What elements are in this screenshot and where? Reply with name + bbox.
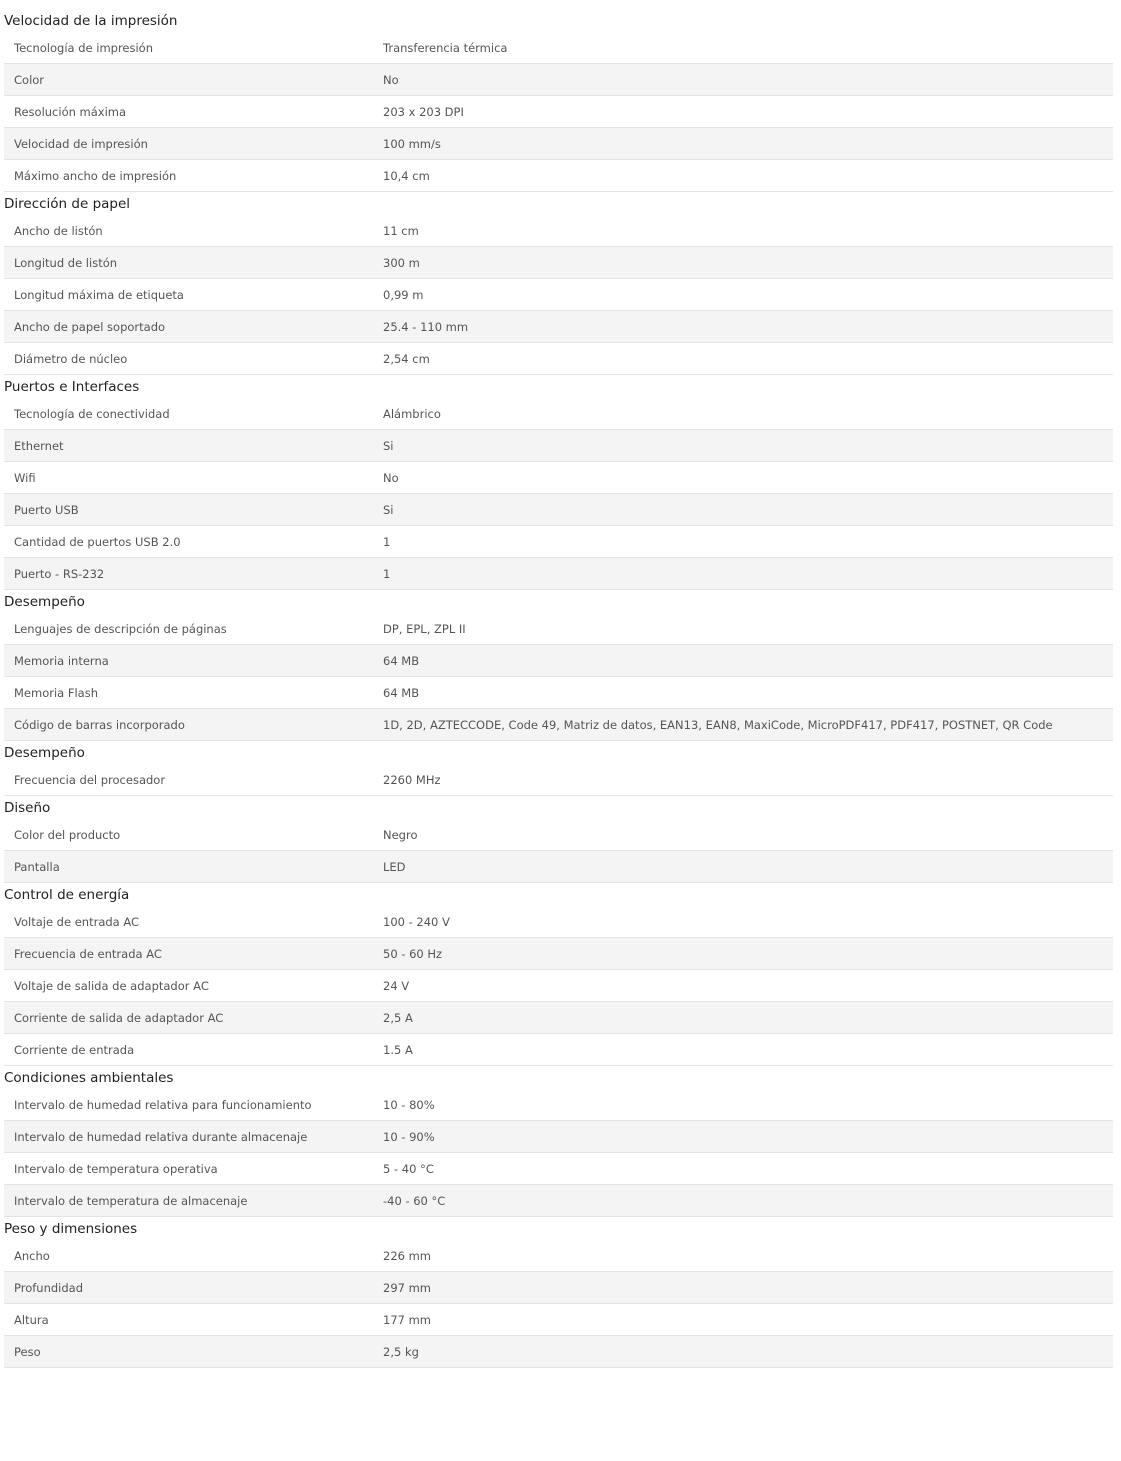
spec-label: Intervalo de temperatura de almacenaje xyxy=(4,1185,373,1217)
spec-label: Pantalla xyxy=(4,851,373,883)
spec-value: 2,5 A xyxy=(373,1002,1113,1034)
spec-value: 1D, 2D, AZTECCODE, Code 49, Matriz de datos, EAN13, EAN8, MaxiCode, MicroPDF417, PDF417, POSTNET, QR Code xyxy=(373,709,1113,741)
spec-label: Frecuencia de entrada AC xyxy=(4,938,373,970)
spec-label: Ancho de listón xyxy=(4,215,373,247)
spec-label: Lenguajes de descripción de páginas xyxy=(4,613,373,645)
spec-value: 64 MB xyxy=(373,677,1113,709)
spec-label: Puerto USB xyxy=(4,494,373,526)
spec-label: Peso xyxy=(4,1336,373,1368)
spec-section xyxy=(0,376,1121,590)
spec-value: 203 x 203 DPI xyxy=(373,96,1113,128)
spec-value: 226 mm xyxy=(373,1240,1113,1272)
spec-value: 100 mm/s xyxy=(373,128,1113,160)
spec-value: Alámbrico xyxy=(373,398,1113,430)
spec-table xyxy=(4,32,1113,192)
spec-value: DP, EPL, ZPL II xyxy=(373,613,1113,645)
spec-value: 50 - 60 Hz xyxy=(373,938,1113,970)
spec-label: Máximo ancho de impresión xyxy=(4,160,373,192)
spec-row xyxy=(4,128,1113,160)
spec-value: 5 - 40 °C xyxy=(373,1153,1113,1185)
spec-row xyxy=(4,558,1113,590)
spec-label: Memoria interna xyxy=(4,645,373,677)
spec-row xyxy=(4,215,1113,247)
spec-row xyxy=(4,160,1113,192)
spec-label: Voltaje de salida de adaptador AC xyxy=(4,970,373,1002)
spec-label: Velocidad de impresión xyxy=(4,128,373,160)
section-title: Control de energía xyxy=(4,887,130,903)
section-title: Peso y dimensiones xyxy=(4,1221,138,1237)
spec-row xyxy=(4,1272,1113,1304)
spec-row xyxy=(4,1121,1113,1153)
spec-value: 1 xyxy=(373,526,1113,558)
spec-label: Corriente de entrada xyxy=(4,1034,373,1066)
spec-label: Frecuencia del procesador xyxy=(4,764,373,796)
spec-row xyxy=(4,1240,1113,1272)
spec-value: Si xyxy=(373,430,1113,462)
section-title: Desempeño xyxy=(4,745,85,761)
spec-row xyxy=(4,709,1113,741)
spec-label: Memoria Flash xyxy=(4,677,373,709)
section-title: Desempeño xyxy=(4,594,85,610)
section-title: Condiciones ambientales xyxy=(4,1070,174,1086)
spec-label: Diámetro de núcleo xyxy=(4,343,373,375)
spec-label: Intervalo de temperatura operativa xyxy=(4,1153,373,1185)
spec-table xyxy=(4,1240,1113,1368)
spec-row xyxy=(4,1034,1113,1066)
spec-row xyxy=(4,851,1113,883)
spec-label: Puerto - RS-232 xyxy=(4,558,373,590)
spec-label: Intervalo de humedad relativa durante almacenaje xyxy=(4,1121,373,1153)
spec-table xyxy=(4,398,1113,590)
spec-label: Corriente de salida de adaptador AC xyxy=(4,1002,373,1034)
spec-value: No xyxy=(373,64,1113,96)
spec-label: Tecnología de impresión xyxy=(4,32,373,64)
spec-label: Ancho xyxy=(4,1240,373,1272)
spec-row xyxy=(4,970,1113,1002)
spec-row xyxy=(4,96,1113,128)
section-title: Velocidad de la impresión xyxy=(4,13,178,29)
spec-value: 2260 MHz xyxy=(373,764,1113,796)
spec-table xyxy=(4,1089,1113,1217)
spec-label: Ancho de papel soportado xyxy=(4,311,373,343)
spec-value: LED xyxy=(373,851,1113,883)
spec-row xyxy=(4,1304,1113,1336)
spec-row xyxy=(4,343,1113,375)
spec-value: Transferencia térmica xyxy=(373,32,1113,64)
spec-section xyxy=(0,1067,1121,1217)
spec-value: 10,4 cm xyxy=(373,160,1113,192)
spec-value: Negro xyxy=(373,819,1113,851)
spec-label: Color del producto xyxy=(4,819,373,851)
spec-row xyxy=(4,1185,1113,1217)
spec-section xyxy=(0,797,1121,883)
spec-label: Wifi xyxy=(4,462,373,494)
spec-value: 24 V xyxy=(373,970,1113,1002)
spec-label: Resolución máxima xyxy=(4,96,373,128)
spec-row xyxy=(4,64,1113,96)
spec-section xyxy=(0,884,1121,1066)
spec-row xyxy=(4,677,1113,709)
spec-label: Cantidad de puertos USB 2.0 xyxy=(4,526,373,558)
spec-row xyxy=(4,279,1113,311)
section-title: Diseño xyxy=(4,800,51,816)
spec-value: -40 - 60 °C xyxy=(373,1185,1113,1217)
spec-row xyxy=(4,764,1113,796)
spec-value: 11 cm xyxy=(373,215,1113,247)
spec-label: Profundidad xyxy=(4,1272,373,1304)
spec-row xyxy=(4,32,1113,64)
spec-row xyxy=(4,1336,1113,1368)
spec-label: Longitud máxima de etiqueta xyxy=(4,279,373,311)
spec-row xyxy=(4,398,1113,430)
spec-value: 100 - 240 V xyxy=(373,906,1113,938)
spec-row xyxy=(4,247,1113,279)
spec-row xyxy=(4,613,1113,645)
spec-value: 300 m xyxy=(373,247,1113,279)
spec-section xyxy=(0,742,1121,796)
spec-value: 1.5 A xyxy=(373,1034,1113,1066)
spec-table xyxy=(4,215,1113,375)
spec-value: 2,5 kg xyxy=(373,1336,1113,1368)
spec-row xyxy=(4,1089,1113,1121)
spec-row xyxy=(4,526,1113,558)
spec-row xyxy=(4,938,1113,970)
spec-label: Tecnología de conectividad xyxy=(4,398,373,430)
spec-row xyxy=(4,819,1113,851)
spec-section xyxy=(0,591,1121,741)
spec-value: Si xyxy=(373,494,1113,526)
spec-value: 0,99 m xyxy=(373,279,1113,311)
section-title: Dirección de papel xyxy=(4,196,131,212)
spec-row xyxy=(4,1002,1113,1034)
spec-value: 64 MB xyxy=(373,645,1113,677)
spec-value: 1 xyxy=(373,558,1113,590)
spec-table xyxy=(4,819,1113,883)
spec-value: 297 mm xyxy=(373,1272,1113,1304)
spec-label: Color xyxy=(4,64,373,96)
spec-row xyxy=(4,311,1113,343)
spec-section xyxy=(0,193,1121,375)
section-title: Puertos e Interfaces xyxy=(4,379,140,395)
spec-value: 177 mm xyxy=(373,1304,1113,1336)
spec-label: Ethernet xyxy=(4,430,373,462)
spec-row xyxy=(4,494,1113,526)
spec-row xyxy=(4,645,1113,677)
spec-table xyxy=(4,764,1113,796)
spec-label: Altura xyxy=(4,1304,373,1336)
spec-label: Voltaje de entrada AC xyxy=(4,906,373,938)
spec-row xyxy=(4,1153,1113,1185)
spec-value: 10 - 80% xyxy=(373,1089,1113,1121)
spec-section xyxy=(0,10,1121,192)
spec-table xyxy=(4,613,1113,741)
spec-row xyxy=(4,906,1113,938)
spec-label: Intervalo de humedad relativa para funcionamiento xyxy=(4,1089,373,1121)
spec-value: 2,54 cm xyxy=(373,343,1113,375)
spec-value: 10 - 90% xyxy=(373,1121,1113,1153)
spec-value: No xyxy=(373,462,1113,494)
spec-label: Longitud de listón xyxy=(4,247,373,279)
spec-row xyxy=(4,430,1113,462)
spec-row xyxy=(4,462,1113,494)
spec-section xyxy=(0,1218,1121,1368)
spec-value: 25.4 - 110 mm xyxy=(373,311,1113,343)
spec-table xyxy=(4,906,1113,1066)
spec-label: Código de barras incorporado xyxy=(4,709,373,741)
